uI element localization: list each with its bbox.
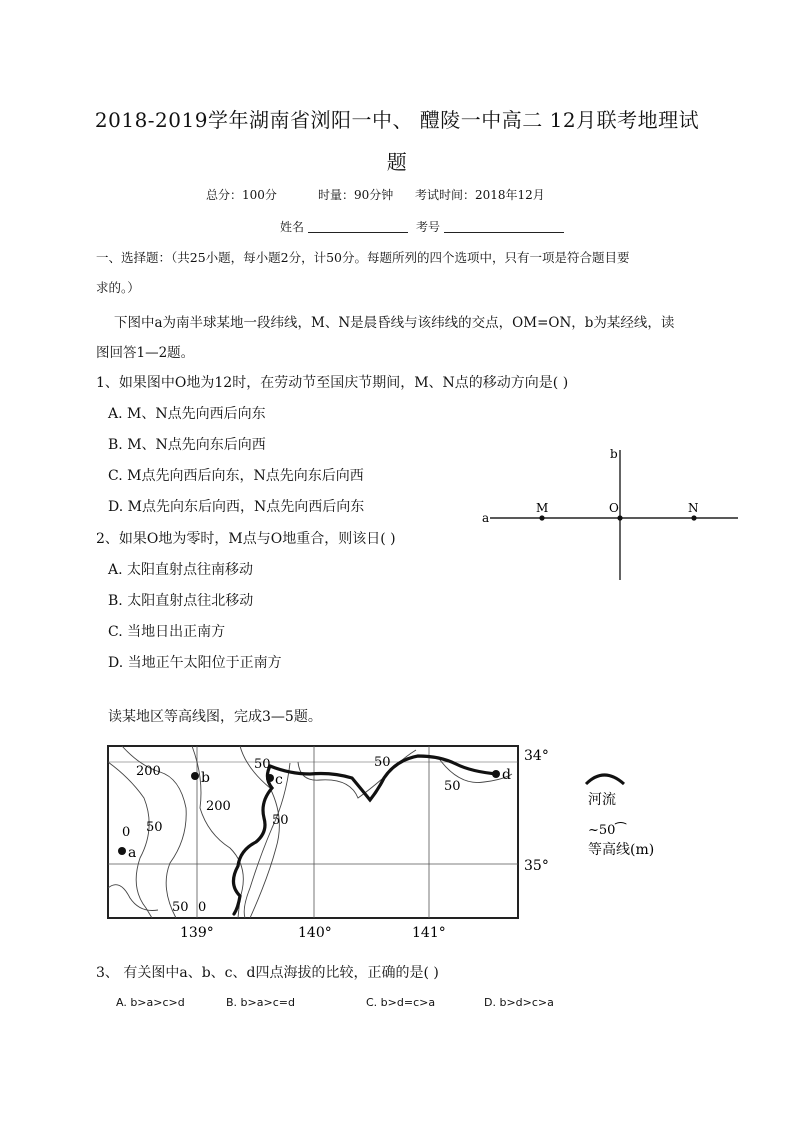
option-a: A. M、N点先向西后向东	[108, 406, 266, 422]
option-d: D. 当地正午太阳位于正南方	[108, 655, 282, 671]
id-blank	[444, 232, 564, 233]
contour-label: 0	[198, 900, 207, 915]
point-m	[539, 515, 544, 520]
latitude-diagram	[470, 440, 750, 590]
contour-label: 50	[374, 755, 391, 770]
point-c	[266, 774, 274, 782]
point-n	[691, 515, 696, 520]
option-b: B. b>a>c=d	[226, 996, 295, 1009]
question-stem: 3、 有关图中a、b、c、d四点海拔的比较，正确的是( )	[96, 965, 439, 981]
label-point-d: d	[502, 767, 511, 783]
map-frame	[108, 746, 518, 918]
longitude-label-140: 140°	[298, 925, 332, 941]
option-c: C. 当地日出正南方	[108, 624, 226, 640]
river-main	[233, 766, 272, 914]
label-m: M	[536, 501, 549, 515]
contour-label: 200	[206, 799, 231, 814]
time-limit: 时量：90分钟	[318, 188, 394, 202]
contour-label: 50	[146, 820, 163, 835]
option-d: D. b>d>c>a	[484, 996, 554, 1009]
contour-label: 200	[136, 764, 161, 779]
contour-line	[108, 885, 158, 911]
contour-label: 50	[172, 900, 189, 915]
point-a	[118, 847, 126, 855]
option-d: D. M点先向东后向西，N点先向西后向东	[108, 499, 365, 515]
name-blank	[308, 232, 408, 233]
option-a: A. 太阳直射点往南移动	[108, 562, 254, 578]
point-b	[191, 772, 199, 780]
legend-river-label: 河流	[588, 792, 616, 808]
latitude-label-34: 34°	[524, 748, 549, 764]
contour-label: 50	[444, 779, 461, 794]
contour-line	[244, 763, 290, 918]
figure-intro-continued: 图回答1—2题。	[96, 345, 195, 361]
option-b: B. M、N点先向东后向西	[108, 437, 266, 453]
latitude-label-35: 35°	[524, 858, 549, 874]
label-a: a	[482, 511, 490, 525]
option-c: C. b>d=c>a	[366, 996, 436, 1009]
label-point-b: b	[201, 770, 210, 786]
total-score: 总分：100分	[206, 188, 277, 202]
label-point-a: a	[128, 845, 137, 861]
question-stem: 1、如果图中O地为12时，在劳动节至国庆节期间，M、N点的移动方向是( )	[96, 375, 569, 391]
contour-label: 0	[122, 825, 131, 840]
contour-map	[100, 738, 700, 948]
contour-label: 50	[272, 813, 289, 828]
figure-intro: 下图中a为南半球某地一段纬线，M、N是晨昏线与该纬线的交点，OM=ON，b为某经线，读	[114, 315, 675, 331]
name-label: 姓名	[280, 220, 305, 234]
point-d	[492, 770, 500, 778]
map-intro: 读某地区等高线图，完成3—5题。	[108, 709, 322, 725]
page-title-continued: 题	[386, 150, 408, 174]
point-o	[617, 515, 622, 520]
label-b: b	[610, 447, 618, 461]
contour-line	[108, 762, 152, 918]
option-c: C. M点先向西后向东，N点先向东后向西	[108, 468, 364, 484]
longitude-label-139: 139°	[180, 925, 214, 941]
contour-label: 50	[254, 757, 271, 772]
legend-river-symbol	[586, 775, 624, 784]
label-n: N	[688, 501, 699, 515]
section-heading: 一、选择题：（共25小题，每小题2分，计50分。每题所列的四个选项中，只有一项是符合题目要	[96, 250, 630, 265]
label-point-c: c	[275, 772, 283, 788]
question-stem: 2、如果O地为零时，M点与O地重合，则该日( )	[96, 531, 396, 547]
legend-contour-symbol: ~50⁀	[588, 823, 626, 838]
option-b: B. 太阳直射点往北移动	[108, 593, 254, 609]
label-o: O	[609, 501, 619, 515]
legend-contour-label: 等高线(m)	[588, 842, 655, 858]
section-heading-continued: 求的。）	[96, 280, 140, 295]
exam-date: 考试时间：2018年12月	[415, 188, 545, 202]
option-a: A. b>a>c>d	[116, 996, 185, 1009]
id-label: 考号	[416, 220, 441, 234]
longitude-label-141: 141°	[412, 925, 446, 941]
page-title: 2018-2019学年湖南省浏阳一中、 醴陵一中高二 12月联考地理试	[94, 108, 700, 132]
